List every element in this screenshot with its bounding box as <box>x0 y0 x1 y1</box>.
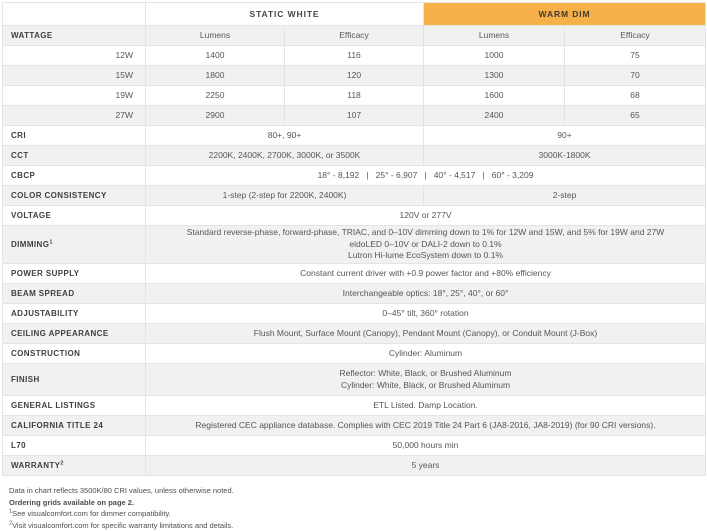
dimming-line-1: Standard reverse-phase, forward-phase, TRIAC, and 0–10V dimming down to 1% for 12W and 15W, and 5% for 19W and 27W <box>150 227 701 239</box>
wd-lumens: 1600 <box>424 86 565 106</box>
spec-label-power-supply: POWER SUPPLY <box>3 264 146 284</box>
wattage-value: 12W <box>3 46 146 66</box>
finish-line-1: Reflector: White, Black, or Brushed Aluminum <box>150 368 701 380</box>
cbcp-value: 18° - 8,192 | 25° - 6,907 | 40° - 4,517 | 60° - 3,209 <box>146 166 706 186</box>
ceiling-appearance-value: Flush Mount, Surface Mount (Canopy), Pendant Mount (Canopy), or Conduit Mount (J-Box) <box>146 324 706 344</box>
wattage-row-27w <box>3 106 706 126</box>
spec-row-cbcp <box>3 166 706 186</box>
sw-lumens: 1800 <box>146 66 285 86</box>
wd-lumens: 2400 <box>424 106 565 126</box>
spec-row-power-supply <box>3 264 706 284</box>
footnote-marker-1: 1 <box>9 509 12 515</box>
warm-dim-header: WARM DIM <box>424 3 706 26</box>
wattage-value: 15W <box>3 66 146 86</box>
sw-lumens: 1400 <box>146 46 285 66</box>
sw-efficacy: 116 <box>285 46 424 66</box>
wattage-row-19w <box>3 86 706 106</box>
group-header-spacer <box>3 3 146 26</box>
spec-label-cri: CRI <box>3 126 146 146</box>
wd-efficacy: 70 <box>565 66 706 86</box>
footnote-marker-2: 2 <box>9 520 12 526</box>
sw-efficacy: 107 <box>285 106 424 126</box>
static-white-header: STATIC WHITE <box>146 3 424 26</box>
footnote-marker-1: 1 <box>49 239 52 245</box>
wattage-header-row <box>3 26 706 46</box>
wattage-row-12w <box>3 46 706 66</box>
footnote-marker-2: 2 <box>60 460 63 466</box>
spec-row-l70 <box>3 436 706 456</box>
power-supply-value: Constant current driver with +0.9 power factor and +80% efficiency <box>146 264 706 284</box>
spec-table <box>2 2 706 476</box>
warranty-value: 5 years <box>146 456 706 476</box>
dimming-value <box>146 226 706 264</box>
spec-row-color-consistency <box>3 186 706 206</box>
l70-value: 50,000 hours min <box>146 436 706 456</box>
spec-row-ceiling-appearance <box>3 324 706 344</box>
spec-row-california-title-24 <box>3 416 706 436</box>
spec-row-voltage <box>3 206 706 226</box>
spec-row-general-listings <box>3 396 706 416</box>
spec-label-adjustability: ADJUSTABILITY <box>3 304 146 324</box>
wd-efficacy: 65 <box>565 106 706 126</box>
spec-label-ceiling-appearance: CEILING APPEARANCE <box>3 324 146 344</box>
footnote-dimmer-compatibility <box>9 508 707 520</box>
footnote-data-note: Data in chart reflects 3500K/80 CRI values, unless otherwise noted. <box>9 485 707 497</box>
spec-row-finish <box>3 364 706 396</box>
color-consistency-warm-dim: 2-step <box>424 186 706 206</box>
cri-static-white: 80+, 90+ <box>146 126 424 146</box>
dimming-line-3: Lutron Hi-lume EcoSystem down to 0.1% <box>150 250 701 262</box>
spec-label-dimming <box>3 226 146 264</box>
wd-efficacy: 68 <box>565 86 706 106</box>
wd-lumens: 1000 <box>424 46 565 66</box>
spec-label-cbcp: CBCP <box>3 166 146 186</box>
wd-efficacy: 75 <box>565 46 706 66</box>
col-header-wd-efficacy: Efficacy <box>565 26 706 46</box>
spec-label-construction: CONSTRUCTION <box>3 344 146 364</box>
wattage-value: 27W <box>3 106 146 126</box>
voltage-value: 120V or 277V <box>146 206 706 226</box>
spec-label-beam-spread: BEAM SPREAD <box>3 284 146 304</box>
col-header-sw-efficacy: Efficacy <box>285 26 424 46</box>
spec-label-text: WARRANTY <box>11 461 60 470</box>
sw-efficacy: 118 <box>285 86 424 106</box>
footnote-warranty-details <box>9 520 707 531</box>
spec-label-finish: FINISH <box>3 364 146 396</box>
wattage-row-15w <box>3 66 706 86</box>
spec-row-dimming <box>3 226 706 264</box>
spec-label-color-consistency: COLOR CONSISTENCY <box>3 186 146 206</box>
wattage-value: 19W <box>3 86 146 106</box>
sw-lumens: 2900 <box>146 106 285 126</box>
spec-label-text: DIMMING <box>11 240 49 249</box>
color-consistency-static-white: 1-step (2-step for 2200K, 2400K) <box>146 186 424 206</box>
sw-lumens: 2250 <box>146 86 285 106</box>
spec-label-general-listings: GENERAL LISTINGS <box>3 396 146 416</box>
spec-row-cct <box>3 146 706 166</box>
general-listings-value: ETL Listed. Damp Location. <box>146 396 706 416</box>
cri-warm-dim: 90+ <box>424 126 706 146</box>
sw-efficacy: 120 <box>285 66 424 86</box>
spec-row-adjustability <box>3 304 706 324</box>
spec-row-beam-spread <box>3 284 706 304</box>
cct-warm-dim: 3000K-1800K <box>424 146 706 166</box>
col-header-wd-lumens: Lumens <box>424 26 565 46</box>
footnote-text: See visualcomfort.com for dimmer compatibility. <box>12 509 171 518</box>
spec-label-voltage: VOLTAGE <box>3 206 146 226</box>
wd-lumens: 1300 <box>424 66 565 86</box>
footnotes <box>9 485 707 531</box>
adjustability-value: 0–45° tilt, 360° rotation <box>146 304 706 324</box>
spec-label-cct: CCT <box>3 146 146 166</box>
col-header-sw-lumens: Lumens <box>146 26 285 46</box>
finish-value <box>146 364 706 396</box>
finish-line-2: Cylinder: White, Black, or Brushed Aluminum <box>150 380 701 392</box>
footnote-ordering-grids: Ordering grids available on page 2. <box>9 497 707 509</box>
cct-static-white: 2200K, 2400K, 2700K, 3000K, or 3500K <box>146 146 424 166</box>
spec-label-california-title-24: CALIFORNIA TITLE 24 <box>3 416 146 436</box>
wattage-label: WATTAGE <box>3 26 146 46</box>
spec-row-cri <box>3 126 706 146</box>
construction-value: Cylinder: Aluminum <box>146 344 706 364</box>
spec-label-l70: L70 <box>3 436 146 456</box>
beam-spread-value: Interchangeable optics: 18°, 25°, 40°, or 60° <box>146 284 706 304</box>
group-header-row <box>3 3 706 26</box>
spec-row-construction <box>3 344 706 364</box>
footnote-text: Visit visualcomfort.com for specific warranty limitations and details. <box>12 521 233 530</box>
dimming-line-2: eldoLED 0–10V or DALI-2 down to 0.1% <box>150 239 701 251</box>
california-title-24-value: Registered CEC appliance database. Complies with CEC 2019 Title 24 Part 6 (JA8-2016, JA8-2019) (for 90 CRI versions). <box>146 416 706 436</box>
